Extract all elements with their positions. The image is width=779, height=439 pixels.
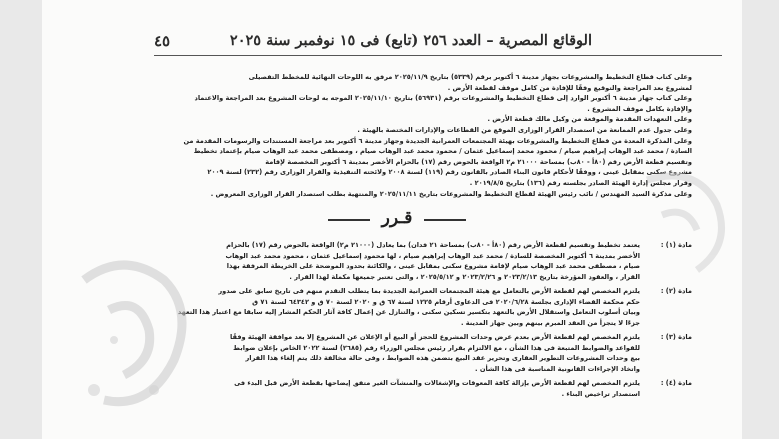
preamble-line: وعلى مذكرة السيد المهندس / نائب رئيس الهيئة لقطاع التخطيط والمشروعات بتاريخ ٢٠٢٥/١١/١١ والمنتهية بطلب استصدار القرار الوزارى المعروض . [210, 189, 692, 198]
article-3 [92, 332, 692, 376]
preamble-line: وتقسيم قطعة الأرض رقم (٨٠أ - ٨٠ب) بمساحة ٢١٠٠٠ م٢ الواقعة بالحوض رقم (١٧) بالحزام الأخضر بمدينة ٦ أكتوبر المخصصة لإقامة [265, 157, 692, 166]
preamble-line: وعلى المذكرة المعدة من قطاع التخطيط والمشروعات بهيئة المجتمعات العمرانية الجديدة وجهاز مدينة ٦ أكتوبر بعد مراجعة المستندات والرسومات المقدمة من [183, 136, 692, 145]
preamble-line: السادة / محمد عبد الوهاب إبراهيم صيام / محمود محمد إسماعيل عثمان / محمود محمد عبد الوهاب صيام ، ومصطفى محمد عبد الوهاب صيام بإعتماد تخطيط [193, 147, 692, 156]
preamble-line: وعلى كتاب قطاع التخطيط والمشروعات بجهاز مدينة ٦ أكتوبر برقم (٥٣٣٩) بتاريخ ٢٠٢٥/١١/٩ مرفق به اللوحات النهائية للمخطط التفصيلى [248, 73, 692, 81]
article-line: بيع وحدات المشروعات التطوير العقارى وتحرير عقد البيع بتضمن هذه الضوابط ، وفى حالة مخالفة ذلك يتم إلغاء هذا القرار [245, 354, 640, 363]
preamble-line: وعلى التعهدات المقدمة والموقعة من وكيل مالك قطعة الأرض . [487, 115, 692, 124]
article-line: يعتمد تخطيط وتقسيم لقطعة الأرض رقم (٨٠أ - ٨٠ب) بمساحة ٢١ فدان) بما يعادل (٢١٠٠٠ م٢) الواقعة بالحوض رقم (١٧) بالحزام [226, 241, 640, 249]
article-line: يلتزم المخصص لهم لقطعة الأرض بالتعامل مع هيئة المجتمعات العمرانية الجديدة بما يتطلب التقدم منهم فى تاريخ سابق على صدور [218, 287, 640, 295]
preamble-line: مشروع سكنى بمقابل عينى ، ووفقًا لأحكام قانون البناء الصادر بالقانون رقم (١١٩) لسنة ٢٠٠٨ ولائحته التنفيذية والقرار الوزارى رقم (٢٣٢) لسنة ٢٠٠٩ [207, 168, 692, 177]
article-line: يلتزم المخصص لهم لقطعة الأرض بعدم عرض وحدات المشروع للحجز أو البيع أو الإعلان عن المشروع إلا بعد موافقة الهيئة وفقًا [230, 333, 640, 341]
preamble-line: وعلى جدول عدم الممانعة من استصدار القرار الوزارى الموقع من القطاعات والإدارات المختصة بالهيئة . [357, 125, 692, 134]
article-line: يلتزم المخصص لهم لقطعة الأرض بإزالة كافة المعوقات والإشغالات والمنشآت الغير متفق إيضاحها بقطعة الأرض قبل البدء فى [234, 379, 640, 387]
article-line: وبيان أسلوب التعامل واستقلال الأرض بالتعهد بتكسير تسكين سكنى ، والتنازل عن إعمال كافة آثار الحكم المشار إليه سابقا مع اعتبار هذا التعهد [177, 308, 640, 317]
gazette-title: الوقائع المصرية – العدد ٢٥٦ (تابع) فى ١٥ نوفمبر سنة ٢٠٢٥ [229, 32, 592, 49]
article-label: مادة (٢) : [660, 287, 692, 295]
article-1 [92, 240, 692, 284]
header-divider [154, 55, 722, 56]
article-label: مادة (٣) : [660, 333, 692, 341]
article-body [144, 286, 640, 328]
article-line: الأخضر بمدينة ٦ أكتوبر المخصصة للسادة / محمد عبد الوهاب إبراهيم صيام ، لها محمود إسماعيل عثمان ، محمود محمد عبد الوهاب [225, 251, 640, 260]
page-number: ٤٥ [154, 32, 171, 50]
article-body [144, 332, 640, 374]
preamble [147, 72, 692, 199]
preamble-line: لمشروع بعد المراجعة والتوقيع وفقًا للإفادة من كامل موقف لقطعة الأرض . [447, 83, 692, 92]
article-line: جزءًا لا يتجزأ من العقد المبرم بينهم وبين جهاز المدينة . [460, 318, 640, 327]
article-4 [92, 378, 692, 402]
article-label: مادة (١) : [660, 241, 692, 249]
preamble-line: وعلى كتاب جهاز مدينة ٦ أكتوبر الوارد إلى قطاع التخطيط والمشروعات برقم (٥٦٩٣١) بتاريخ ٢٠٢٥/١١/١٠ الموجه به لوحات المشروع بعد المراجعة والاعتماد [194, 94, 692, 103]
article-2 [92, 286, 692, 330]
article-label: مادة (٤) : [660, 379, 692, 387]
article-line: القرار ، والعقود المؤرخة بتاريخ ٢٠٢٣/٢/١٣ و ٢٠٢٣/٢/٢٦ و ٢٠٢٥/٥/١٢ ، والتى تعتبر جميعها مكملة لهذا القرار . [289, 272, 640, 281]
article-line: واتخاذ الإجراءات القانونية المناسبة فى هذا الشأن . [475, 364, 640, 373]
decree-title: قـرر [332, 208, 462, 232]
article-line: حكم محكمة القضاء الإدارى بجلسة ٢٠٢٠/٦/٢٨ فى الدعاوى أرقام ١٢٢٥ لسنة ٦٧ ق و ٢٠٢٠ لسنة ٧٠ ق و ٦٤٣٤٢ لسنة ٧١ ق [252, 297, 640, 306]
page-header [42, 28, 742, 54]
article-line: للقواعد والضوابط المتبعة فى هذا الشأن ، مع الالتزام بقرار رئيس مجلس الوزراء رقم (٢٦٨٥) لسنة ٢٠٢٢ الخاص بإعلان ضوابط [233, 343, 640, 352]
article-line: صيام ، مصطفى محمد عبد الوهاب صيام لإقامة مشروع سكنى بمقابل عينى ، والكائنة بحدود الموضحة على الخريطة المرفقة بهذا [226, 262, 640, 271]
article-body [144, 240, 640, 282]
preamble-line: والإفادة بكامل موقف المشروع . [587, 104, 692, 113]
article-body [144, 378, 640, 399]
article-line: استصدار تراخيص البناء . [561, 389, 640, 398]
preamble-line: وقرار مجلس إدارة الهيئة الصادر بجلسته رقم (١٣٦) بتاريخ ٢٠١٩/٨/٥ . [469, 178, 692, 187]
gazette-page [42, 0, 742, 439]
